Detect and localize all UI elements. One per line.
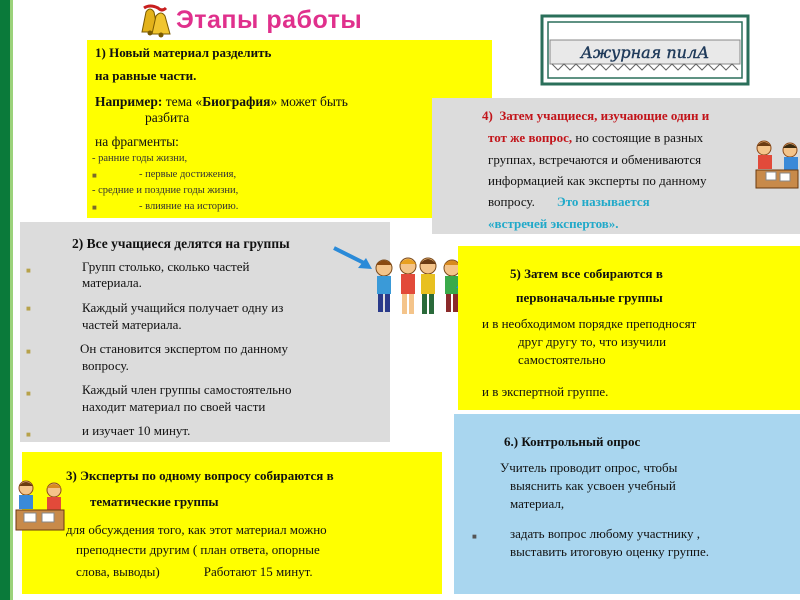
step4-line5: вопросу. Это называется	[488, 194, 650, 209]
step2-item-1a: Групп столько, сколько частей	[82, 259, 250, 274]
step6-panel	[454, 414, 800, 594]
step5-line4: и в экспертной группе.	[482, 384, 609, 399]
kids-table-icon	[754, 138, 800, 194]
step4-line2: тот же вопрос, но состоящие в разных	[488, 130, 704, 145]
step6-heading: 6.) Контрольный опрос	[504, 434, 641, 449]
bullet-icon: ■	[26, 304, 31, 313]
step4-line6: «встречей экспертов».	[488, 216, 619, 231]
step4-line3: группах, встречаются и обмениваются	[488, 152, 702, 167]
step6-line5: выставить итоговую оценку группе.	[510, 544, 709, 559]
step6-line2: выяснить как усвоен учебный	[510, 478, 676, 493]
step5-line1: и в необходимом порядке преподносят	[482, 316, 697, 331]
step1-line2: на равные части.	[95, 68, 197, 83]
step1-item-1: - ранние годы жизни,	[92, 153, 188, 164]
step3-line2: преподнести другим ( план ответа, опорные	[76, 542, 320, 557]
arrow-right-down-icon	[330, 244, 376, 272]
page-title: Этапы работы	[176, 6, 363, 34]
step5-heading1: 5) Затем все собираются в	[510, 266, 663, 281]
step2-item-4a: Каждый член группы самостоятельно	[82, 382, 292, 397]
logo-banner	[540, 14, 750, 86]
bells-icon	[136, 2, 176, 40]
step2-heading: 2) Все учащиеся делятся на группы	[72, 236, 290, 251]
step6-line4: задать вопрос любому участнику ,	[510, 526, 701, 541]
step2-item-2a: Каждый учащийся получает одну из	[82, 300, 284, 315]
bullet-icon: ■	[26, 389, 31, 398]
step3-heading2: тематические группы	[90, 494, 219, 509]
step2-item-5: и изучает 10 минут.	[82, 423, 191, 438]
bullet-icon: ■	[472, 532, 477, 541]
step1-line1: 1) Новый материал разделить	[95, 45, 272, 60]
step2-item-3a: Он становится экспертом по данному	[80, 341, 288, 356]
step2-item-4b: находит материал по своей части	[82, 399, 266, 414]
step3-line1: для обсуждения того, как этот материал можно	[66, 522, 327, 537]
step6-line3: материал,	[510, 496, 565, 511]
step5-panel	[458, 246, 800, 410]
step4-panel	[432, 98, 800, 234]
bullet-icon: ■	[26, 347, 31, 356]
step1-item-2: - первые достижения,	[139, 169, 237, 180]
step1-fragments: на фрагменты:	[95, 134, 179, 149]
step1-item-3: - средние и поздние годы жизни,	[92, 185, 239, 196]
step1-item-4: - влияние на историю.	[139, 201, 239, 212]
step1-example: Например: тема «Биография» может быть	[95, 94, 348, 109]
bullet-icon: ■	[26, 430, 31, 439]
bullet-icon: ■	[92, 203, 97, 212]
step4-line4: информацией как эксперты по данному	[488, 173, 707, 188]
step3-line3: слова, выводы) Работают 15 минут.	[76, 564, 313, 579]
step3-heading1: 3) Эксперты по одному вопросу собираются в	[66, 468, 334, 483]
kids-table-icon	[14, 478, 66, 536]
logo-text: Ажурная пилА	[580, 43, 710, 62]
step5-heading2: первоначальные группы	[516, 290, 663, 305]
left-accent-stripe	[0, 0, 10, 600]
step4-line1: 4) Затем учащиеся, изучающие один и	[482, 108, 710, 123]
bullet-icon: ■	[26, 266, 31, 275]
step2-item-2b: частей материала.	[82, 317, 182, 332]
step2-item-1b: материала.	[82, 275, 142, 290]
step3-panel	[22, 452, 442, 594]
step5-line2: друг другу то, что изучили	[518, 334, 667, 349]
left-accent-stripe-light	[10, 0, 13, 600]
step6-line1: Учитель проводит опрос, чтобы	[500, 460, 678, 475]
step1-razbita: разбита	[145, 110, 190, 125]
bullet-icon: ■	[92, 171, 97, 180]
step2-item-3b: вопросу.	[82, 358, 129, 373]
step5-line3: самостоятельно	[518, 352, 606, 367]
